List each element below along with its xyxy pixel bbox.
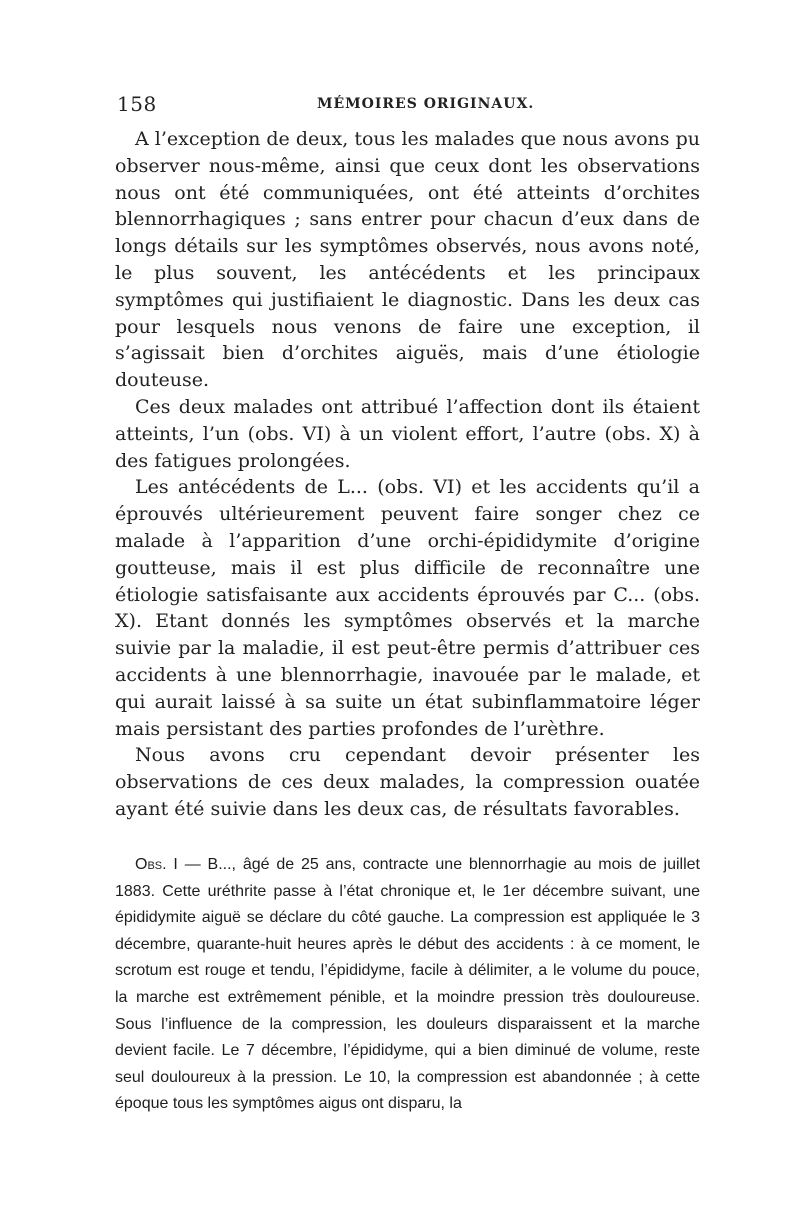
running-head: MÉMOIRES ORIGINAUX. xyxy=(317,96,535,112)
observation-text: — B..., âgé de 25 ans, contracte une blennorrhagie au mois de juillet 1883. Cette uréthrite passe à l’état chronique et, le 1er décembre suivant, une épididymite aiguë se déclare du côté gauche. La compression est appliquée le 3 décembre, quarante-huit heures après le début des accidents : à ce moment, le scrotum est rouge et tendu, l’épididyme, facile à délimiter, a le volume du pouce, la marche est extrêmement pénible, et la moindre pression très douloureuse. Sous l’influence de la compression, les douleurs disparaissent et la marche devient facile. Le 7 décembre, l’épididyme, qui a bien diminué de volume, reste seul douloureux à la pression. Le 10, la compression est abandonnée ; à cette époque tous les symptômes aigus ont disparu, la xyxy=(115,856,700,1113)
paragraph: Ces deux malades ont attribué l’affection dont ils étaient atteints, l’un (obs. VI) à un violent effort, l’autre (obs. X) à des fatigues prolongées. xyxy=(115,395,700,472)
main-text xyxy=(115,126,700,823)
paragraph: A l’exception de deux, tous les malades que nous avons pu observer nous-même, ainsi que ceux dont les observations nous ont été communiquées, ont été atteints d’orchites blennorrhagiques ; sans entrer pour chacun d’eux dans de longs détails sur les symptômes observés, nous avons noté, le plus souvent, les antécédents et les principaux symptômes qui justifiaient le diagnostic. Dans les deux cas pour lesquels nous venons de faire une exception, il s’agissait bien d’orchites aiguës, mais d’une étiologie douteuse. xyxy=(115,128,700,392)
paragraph: Nous avons cru cependant devoir présenter les observations de ces deux malades, la compression ouatée ayant été suivie dans les deux cas, de résultats favorables. xyxy=(115,744,700,820)
observation-label: Obs. I xyxy=(135,856,178,873)
page-number: 158 xyxy=(117,92,157,116)
observation-paragraph xyxy=(115,852,700,1118)
page-header xyxy=(117,92,702,122)
paragraph: Les antécédents de L... (obs. VI) et les accidents qu’il a éprouvés ultérieurement peuvent faire songer chez ce malade à l’apparition d’une orchi-épididymite d’origine goutteuse, mais il est plus difficile de reconnaître une étiologie satisfaisante aux accidents éprouvés par C... (obs. X). Etant donnés les symptômes observés et la marche suivie par la maladie, il est peut-être permis d’attribuer ces accidents à une blennorrhagie, inavouée par le malade, et qui aurait laissé à sa suite un état subinflammatoire léger mais persistant des parties profondes de l’urèthre. xyxy=(115,476,700,740)
observation-block xyxy=(115,852,700,1118)
